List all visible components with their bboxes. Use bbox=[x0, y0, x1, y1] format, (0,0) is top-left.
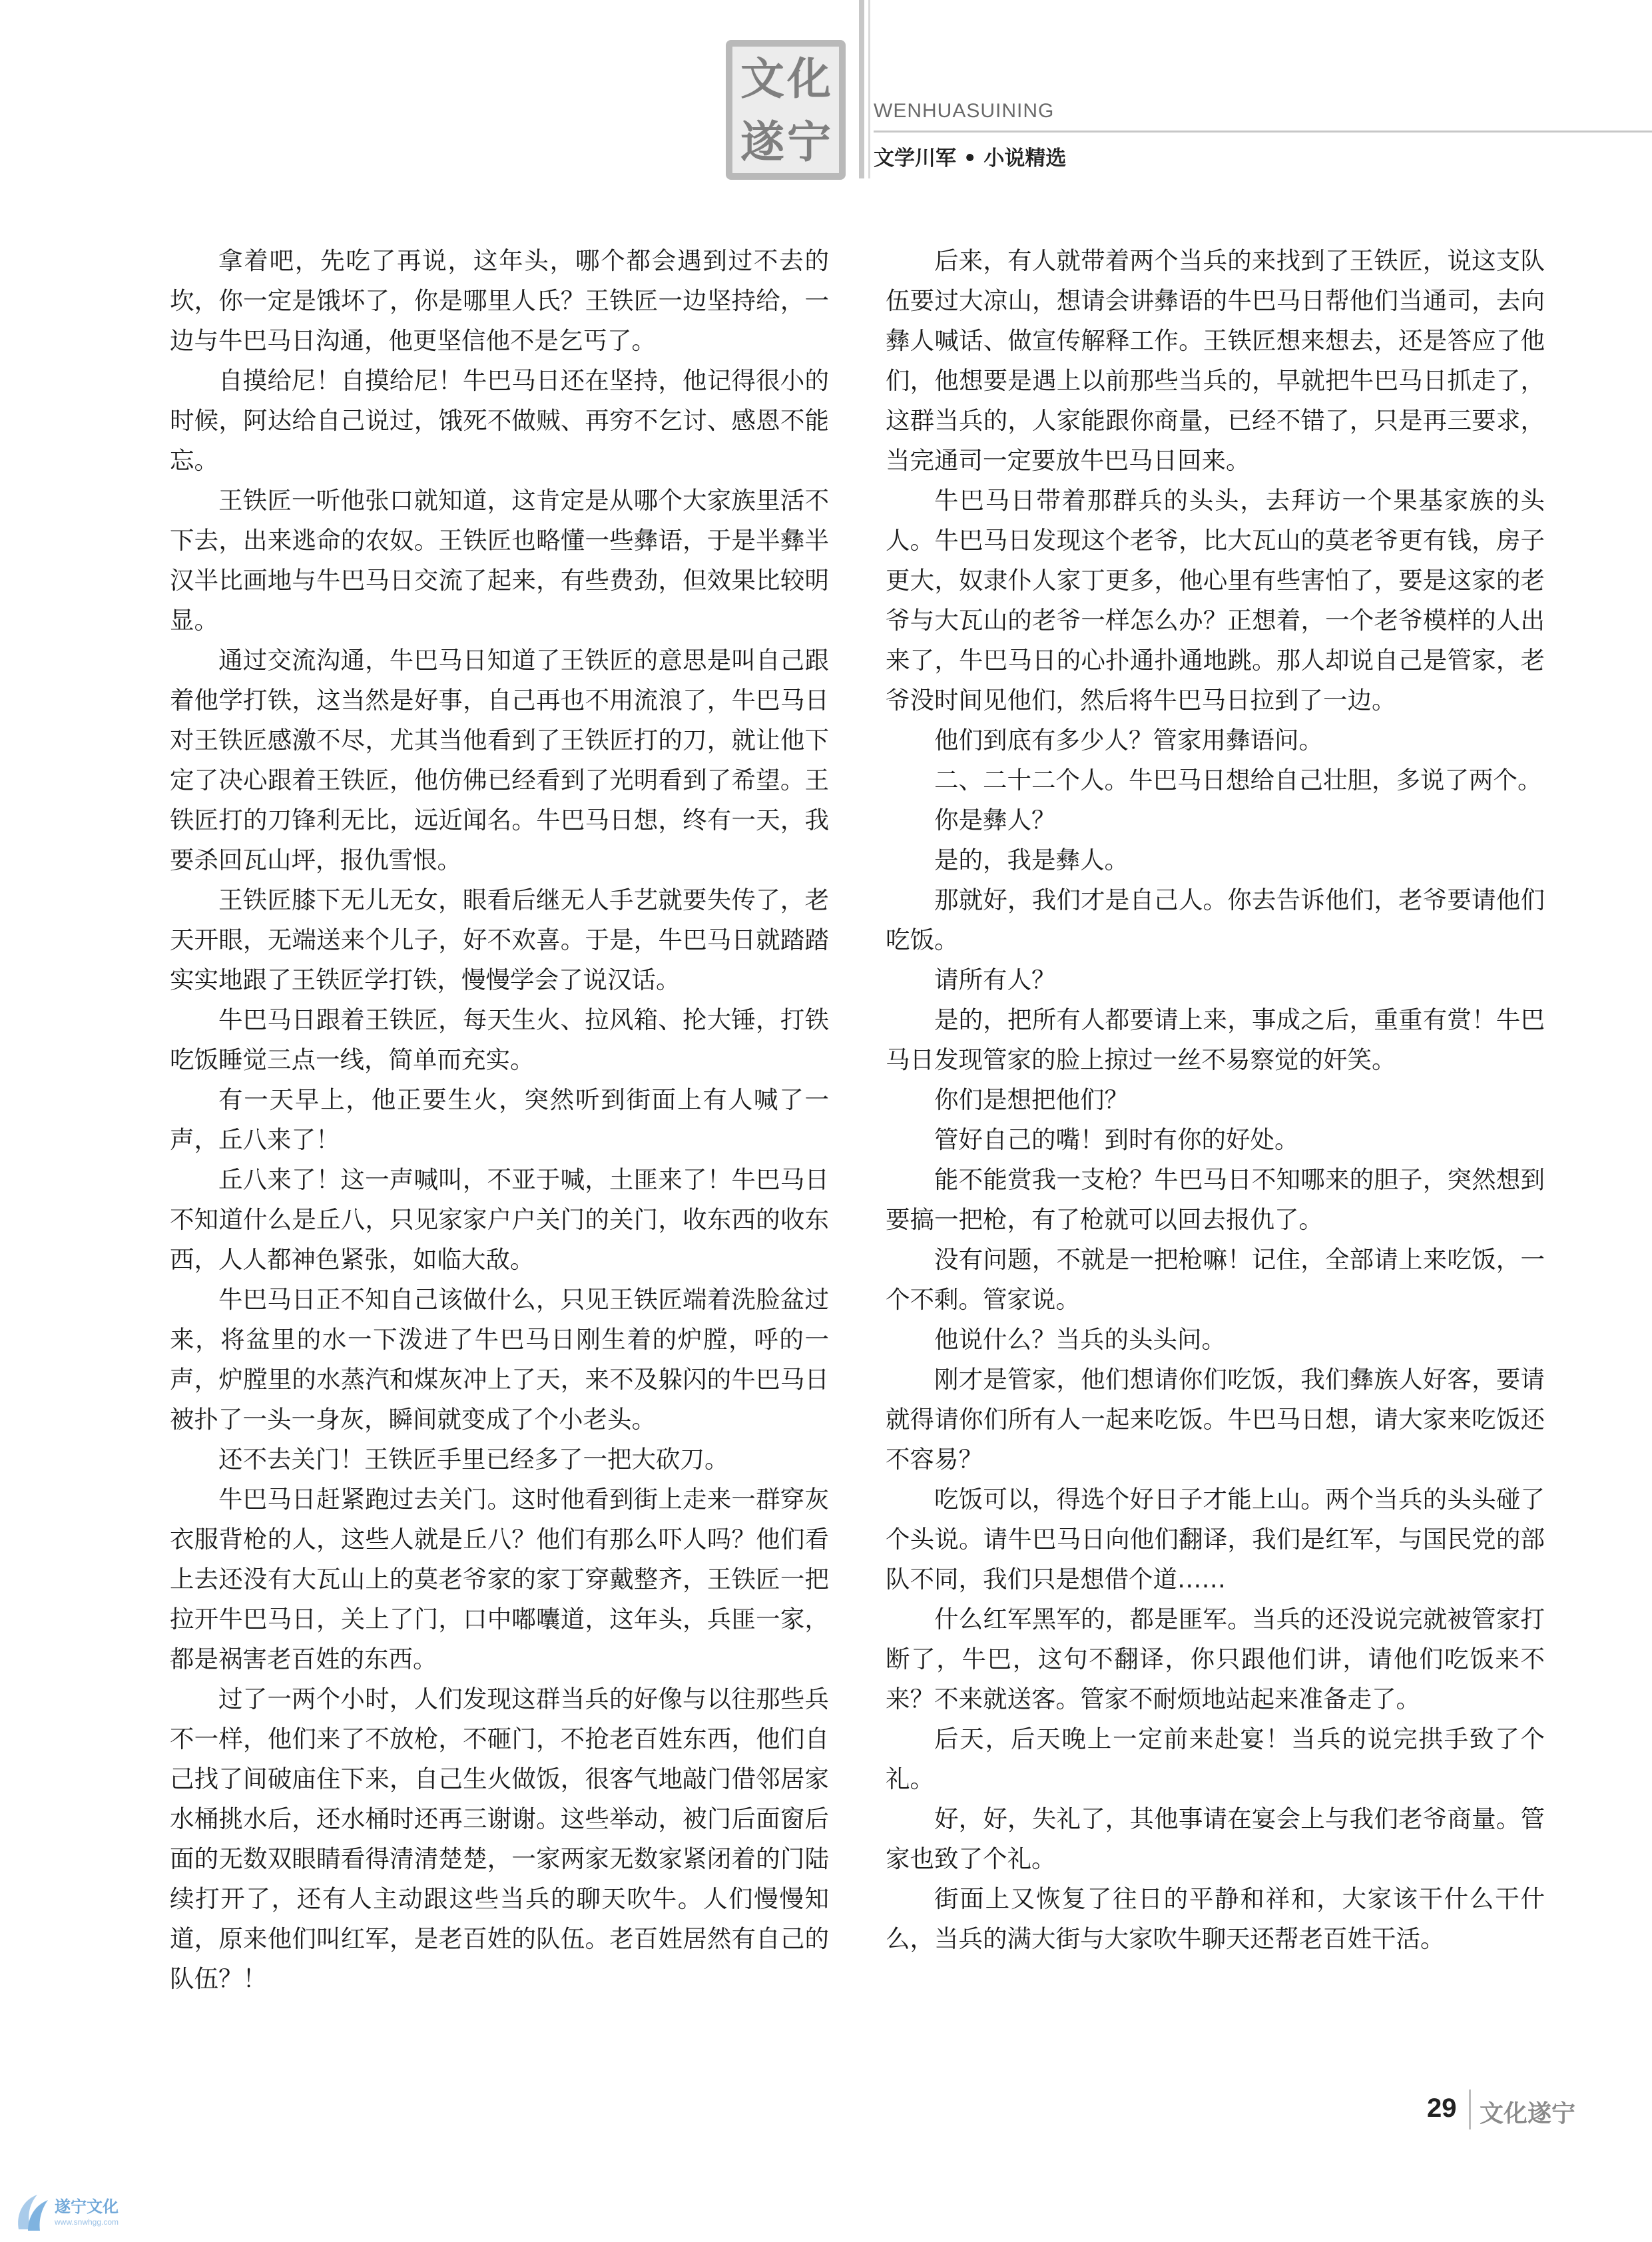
paragraph: 是的，把所有人都要请上来，事成之后，重重有赏！牛巴马日发现管家的脸上掠过一丝不易察觉的奸笑。 bbox=[886, 1005, 1545, 1074]
magazine-logo bbox=[726, 40, 846, 180]
section-title: 文学川军 • 小说精选 bbox=[874, 146, 1067, 170]
paragraph: 刚才是管家，他们想请你们吃饭，我们彝族人好客，要请就得请你们所有人一起来吃饭。牛巴马日想，请大家来吃饭还不容易？ bbox=[886, 1365, 1545, 1474]
paragraph: 牛巴马日跟着王铁匠，每天生火、拉风箱、抡大锤，打铁吃饭睡觉三点一线，简单而充实。 bbox=[170, 1005, 829, 1074]
paragraph: 他们到底有多少人？管家用彝语问。 bbox=[934, 726, 1323, 754]
paragraph: 是的，我是彝人。 bbox=[934, 846, 1129, 874]
header-vertical-rule-thin bbox=[868, 0, 870, 178]
paragraph: 后天，后天晚上一定前来赴宴！当兵的说完拱手致了个礼。 bbox=[886, 1725, 1545, 1793]
logo-char: 化 bbox=[787, 52, 831, 105]
paragraph: 好，好，失礼了，其他事请在宴会上与我们老爷商量。管家也致了个礼。 bbox=[886, 1805, 1545, 1873]
paragraph: 你是彝人？ bbox=[934, 806, 1056, 834]
paragraph: 管好自己的嘴！到时有你的好处。 bbox=[934, 1125, 1299, 1154]
paragraph: 丘八来了！这一声喊叫，不亚于喊，土匪来了！牛巴马日不知道什么是丘八，只见家家户户关门的关门，收东西的收东西，人人都神色紧张，如临大敌。 bbox=[170, 1165, 829, 1274]
paragraph: 过了一两个小时，人们发现这群当兵的好像与以往那些兵不一样，他们来了不放枪，不砸门，不抢老百姓东西，他们自己找了间破庙住下来，自己生火做饭，很客气地敲门借邻居家水桶挑水后，还水桶时还再三谢谢。这些举动，被门后面窗后面的无数双眼睛看得清清楚楚，一家两家无数家紧闭着的门陆续打开了，还有人主动跟这些当兵的聊天吹牛。人们慢慢知道，原来他们叫红军，是老百姓的队伍。老百姓居然有自己的队伍？！ bbox=[170, 1685, 829, 1993]
paragraph: 后来，有人就带着两个当兵的来找到了王铁匠，说这支队伍要过大凉山，想请会讲彝语的牛巴马日帮他们当通司，去向彝人喊话、做宣传解释工作。王铁匠想来想去，还是答应了他们，他想要是遇上以前那些当兵的，早就把牛巴马日抓走了，这群当兵的，人家能跟你商量，已经不错了，只是再三要求，当完通司一定要放牛巴马日回来。 bbox=[886, 246, 1545, 475]
site-watermark bbox=[13, 2191, 166, 2237]
paragraph: 他说什么？当兵的头头问。 bbox=[934, 1325, 1226, 1354]
paragraph: 王铁匠膝下无儿无女，眼看后继无人手艺就要失传了，老天开眼，无端送来个儿子，好不欢喜。于是，牛巴马日就踏踏实实地跟了王铁匠学打铁，慢慢学会了说汉话。 bbox=[170, 886, 829, 994]
footer-separator bbox=[1469, 2090, 1471, 2129]
paragraph: 吃饭可以，得选个好日子才能上山。两个当兵的头头碰了个头说。请牛巴马日向他们翻译，我们是红军，与国民党的部队不同，我们只是想借个道…… bbox=[886, 1485, 1545, 1593]
paragraph: 街面上又恢复了往日的平静和祥和，大家该干什么干什么，当兵的满大街与大家吹牛聊天还帮老百姓干活。 bbox=[886, 1884, 1545, 1953]
paragraph: 没有问题，不就是一把枪嘛！记住，全部请上来吃饭，一个不剩。管家说。 bbox=[886, 1245, 1545, 1314]
paragraph: 王铁匠一听他张口就知道，这肯定是从哪个大家族里活不下去，出来逃命的农奴。王铁匠也略懂一些彝语，于是半彝半汉半比画地与牛巴马日交流了起来，有些费劲，但效果比较明显。 bbox=[170, 486, 829, 635]
paragraph: 请所有人？ bbox=[934, 966, 1056, 994]
paragraph: 你们是想把他们？ bbox=[934, 1085, 1129, 1114]
header-horizontal-rule bbox=[874, 131, 1652, 133]
footer-brand: 文化遂宁 bbox=[1480, 2100, 1576, 2127]
paragraph: 拿着吧，先吃了再说，这年头，哪个都会遇到过不去的坎，你一定是饿坏了，你是哪里人氏？王铁匠一边坚持给，一边与牛巴马日沟通，他更坚信他不是乞丐了。 bbox=[170, 246, 829, 355]
logo-char: 宁 bbox=[787, 115, 831, 168]
paragraph: 能不能赏我一支枪？牛巴马日不知哪来的胆子，突然想到要搞一把枪，有了枪就可以回去报仇了。 bbox=[886, 1165, 1545, 1234]
watermark-logo-icon bbox=[13, 2191, 52, 2235]
paragraph: 那就好，我们才是自己人。你去告诉他们，老爷要请他们吃饭。 bbox=[886, 886, 1545, 954]
paragraph: 通过交流沟通，牛巴马日知道了王铁匠的意思是叫自己跟着他学打铁，这当然是好事，自己再也不用流浪了，牛巴马日对王铁匠感激不尽，尤其当他看到了王铁匠打的刀，就让他下定了决心跟着王铁匠，他仿佛已经看到了光明看到了希望。王铁匠打的刀锋利无比，远近闻名。牛巴马日想，终有一天，我要杀回瓦山坪，报仇雪恨。 bbox=[170, 646, 829, 874]
watermark-url: www.snwhgg.com bbox=[55, 2217, 119, 2227]
header-vertical-rule bbox=[859, 0, 864, 178]
watermark-name: 遂宁文化 bbox=[55, 2197, 119, 2216]
page-number: 29 bbox=[1427, 2094, 1457, 2123]
logo-char: 文 bbox=[740, 52, 784, 105]
paragraph: 牛巴马日正不知自己该做什么，只见王铁匠端着洗脸盆过来，将盆里的水一下泼进了牛巴马日刚生着的炉膛，呼的一声，炉膛里的水蒸汽和煤灰冲上了天，来不及躲闪的牛巴马日被扑了一头一身灰，瞬间就变成了个小老头。 bbox=[170, 1285, 829, 1434]
paragraph: 二、二十二个人。牛巴马日想给自己壮胆，多说了两个。 bbox=[934, 766, 1542, 794]
paragraph: 还不去关门！王铁匠手里已经多了一把大砍刀。 bbox=[218, 1445, 729, 1474]
magazine-latin-title: WENHUASUINING bbox=[874, 100, 1055, 122]
right-column bbox=[886, 241, 1545, 1959]
left-column bbox=[170, 241, 829, 1999]
paragraph: 什么红军黑军的，都是匪军。当兵的还没说完就被管家打断了，牛巴，这句不翻译，你只跟他们讲，请他们吃饭来不来？不来就送客。管家不耐烦地站起来准备走了。 bbox=[886, 1605, 1545, 1713]
paragraph: 自摸给尼！自摸给尼！牛巴马日还在坚持，他记得很小的时候，阿达给自己说过，饿死不做贼、再穷不乞讨、感恩不能忘。 bbox=[170, 366, 829, 475]
paragraph: 牛巴马日带着那群兵的头头，去拜访一个果基家族的头人。牛巴马日发现这个老爷，比大瓦山的莫老爷更有钱，房子更大，奴隶仆人家丁更多，他心里有些害怕了，要是这家的老爷与大瓦山的老爷一样怎么办？正想着，一个老爷模样的人出来了，牛巴马日的心扑通扑通地跳。那人却说自己是管家，老爷没时间见他们，然后将牛巴马日拉到了一边。 bbox=[886, 486, 1545, 714]
logo-char: 遂 bbox=[740, 115, 784, 168]
paragraph: 牛巴马日赶紧跑过去关门。这时他看到街上走来一群穿灰衣服背枪的人，这些人就是丘八？他们有那么吓人吗？他们看上去还没有大瓦山上的莫老爷家的家丁穿戴整齐，王铁匠一把拉开牛巴马日，关上了门，口中嘟囔道，这年头，兵匪一家，都是祸害老百姓的东西。 bbox=[170, 1485, 829, 1673]
paragraph: 有一天早上，他正要生火，突然听到街面上有人喊了一声，丘八来了！ bbox=[170, 1085, 829, 1154]
